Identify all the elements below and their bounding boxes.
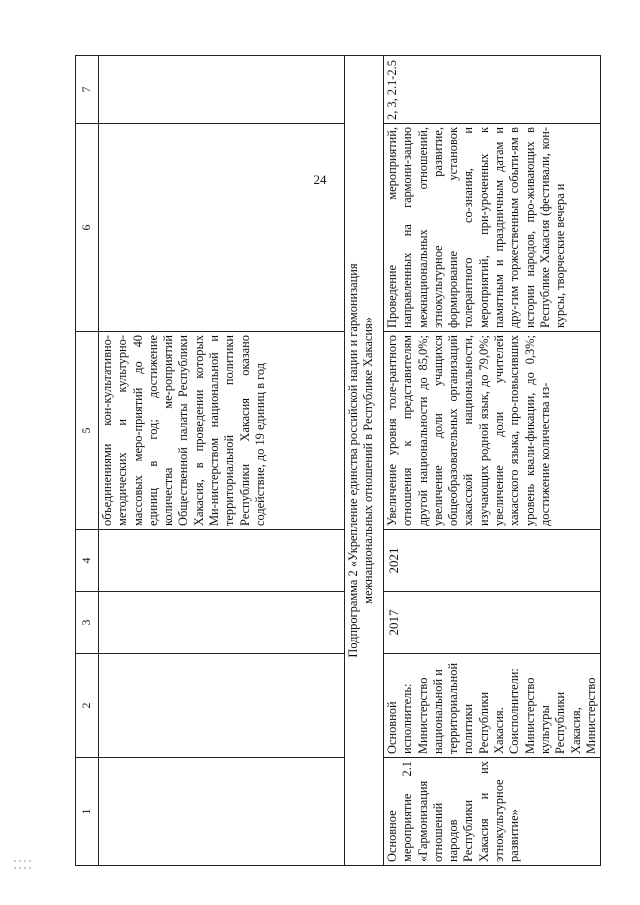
measure-name: Основное мероприятие 2.1 «Гармонизация отношений народов Республики Хакасия и их этнокультурное развитие» xyxy=(384,758,601,866)
measure-activities: Проведение мероприятий, направленных на гармони-зацию межнациональных отношений, этнокультурное развитие, формирование установок толерантного со-знания, и мероприятий, при-уроченных к памятным и праздничным датам и дру-гим торжественным событи-ям в истории народов, про-живающих в Республике Хакасия (фестивали, кон-курсы, творческие вечера и xyxy=(384,124,601,332)
col-header-1: 1 xyxy=(76,758,99,866)
col-header-6: 6 xyxy=(76,124,99,332)
continuation-row xyxy=(99,56,345,866)
measure-expected-results: Увеличение уровня толе-рантного отношения к представителям другой национальности до 85,0%; увеличение доли учащихся общеобразовательных организаций хакасской национальности, изучающих родной язык, до 79,0%; увеличение доли учителей хакасского языка, про-повысивших уровень квали-фикации, до 0,3%; достижение количества из- xyxy=(384,332,601,530)
cont-cell-4 xyxy=(99,530,345,592)
subprogram-title-line-1: Подпрограмма 2 «Укрепление единства российской нации и гармонизация xyxy=(346,263,360,658)
cont-cell-2 xyxy=(99,654,345,758)
cont-cell-indicators: объединениями кон-культативно-методических и культурно-массовых меро-приятий до 40 единиц в год; достижение количества ме-роприятий Общественной палаты Республики Хакасия, в проведении которых Ми-нистерством национальной и территориальной политики Республики Хакасия оказано содействие, до 19 единиц в год xyxy=(99,332,345,530)
col-header-2: 2 xyxy=(76,654,99,758)
landscape-table-wrapper xyxy=(75,56,598,866)
page-number: 24 xyxy=(313,172,327,187)
cont-cell-1 xyxy=(99,758,345,866)
measure-end-year: 2021 xyxy=(384,530,601,592)
measure-indicator-links: 2, 3, 2.1-2.5 xyxy=(384,56,601,124)
subprogram-heading xyxy=(345,56,384,866)
col-header-3: 3 xyxy=(76,592,99,654)
measure-row xyxy=(384,56,601,866)
cont-cell-3 xyxy=(99,592,345,654)
subprogram-title-line-2: межнациональных отношений в Республике Хакасия» xyxy=(361,317,375,604)
cont-cell-6 xyxy=(99,124,345,332)
col-header-5: 5 xyxy=(76,332,99,530)
col-header-7: 7 xyxy=(76,56,99,124)
measure-start-year: 2017 xyxy=(384,592,601,654)
measure-executors: Основной исполнитель: Министерство национальной и территориальной политики Республики Хакасия. Соисполнители: Министерство культуры Республики Хакасия, Министерство xyxy=(384,654,601,758)
subprogram-row xyxy=(345,56,384,866)
scan-artifact-dots xyxy=(14,858,36,872)
cont-cell-7 xyxy=(99,56,345,124)
header-row xyxy=(76,56,99,866)
col-header-4: 4 xyxy=(76,530,99,592)
measures-table xyxy=(75,55,601,866)
